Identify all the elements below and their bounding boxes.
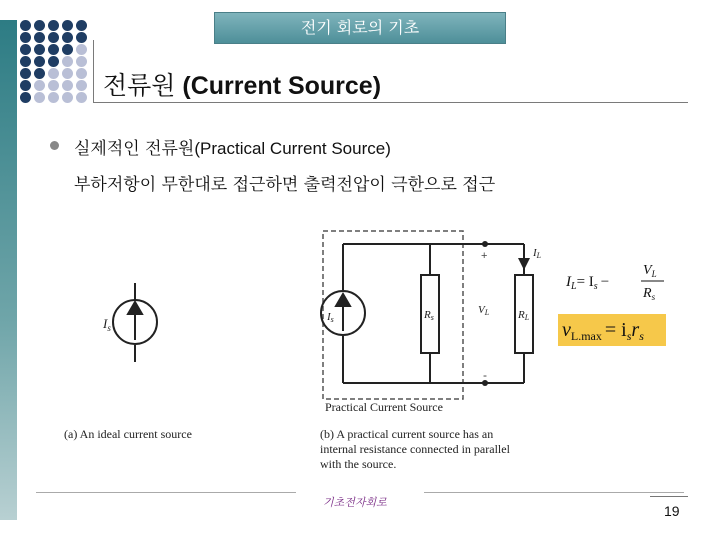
equation-2: $v_{L.max} = i_sr_s$ (562, 319, 644, 343)
caption-b-line: (b) A practical current source has an (320, 427, 494, 441)
footer-rule-left (36, 492, 296, 493)
output-terminal-top (482, 241, 488, 247)
caption-a: (a) An ideal current source (64, 427, 192, 441)
footer-course-name: 기초전자회로 (323, 496, 387, 509)
ideal-current-source (113, 283, 157, 362)
slide-title-korean: 전류원 (103, 71, 176, 100)
equation-1 (565, 263, 664, 302)
course-title: 전기 회로의 기초 (300, 18, 420, 37)
svg-text:Rs: $R_s$ (643, 286, 656, 302)
minus-sign: - (483, 368, 487, 382)
caption-b (320, 427, 548, 472)
label-il: IL (533, 247, 542, 260)
caption-b-line: with the source. (320, 457, 397, 471)
bullet-text-english: (Practical Current Source) (194, 139, 391, 158)
practical-source-title: Practical Current Source (325, 400, 443, 414)
caption-b-line: internal resistance connected in parallel (320, 442, 510, 456)
label-is: Is (327, 311, 334, 324)
label-rs: Rs (424, 309, 434, 322)
label-rl: RL (518, 309, 530, 322)
bullet-text-korean: 실제적인 전류원 (74, 139, 195, 159)
plus-sign: + (481, 250, 488, 262)
svg-text:IL= Is−: $I_L= I_s$ − (566, 274, 610, 292)
label-vl: VL (478, 304, 490, 317)
ideal-source-label: $I_s$ (103, 316, 111, 333)
bullet-subtext: 부하저항이 무한대로 접근하면 출력전압이 극한으로 접근 (74, 175, 496, 195)
load-current-arrow (518, 258, 530, 270)
slide-title-english: (Current Source) (182, 72, 382, 100)
footer-rule-right (424, 492, 684, 493)
page-number: 19 (664, 503, 680, 519)
svg-text:VL: $V_L$ (643, 263, 657, 279)
